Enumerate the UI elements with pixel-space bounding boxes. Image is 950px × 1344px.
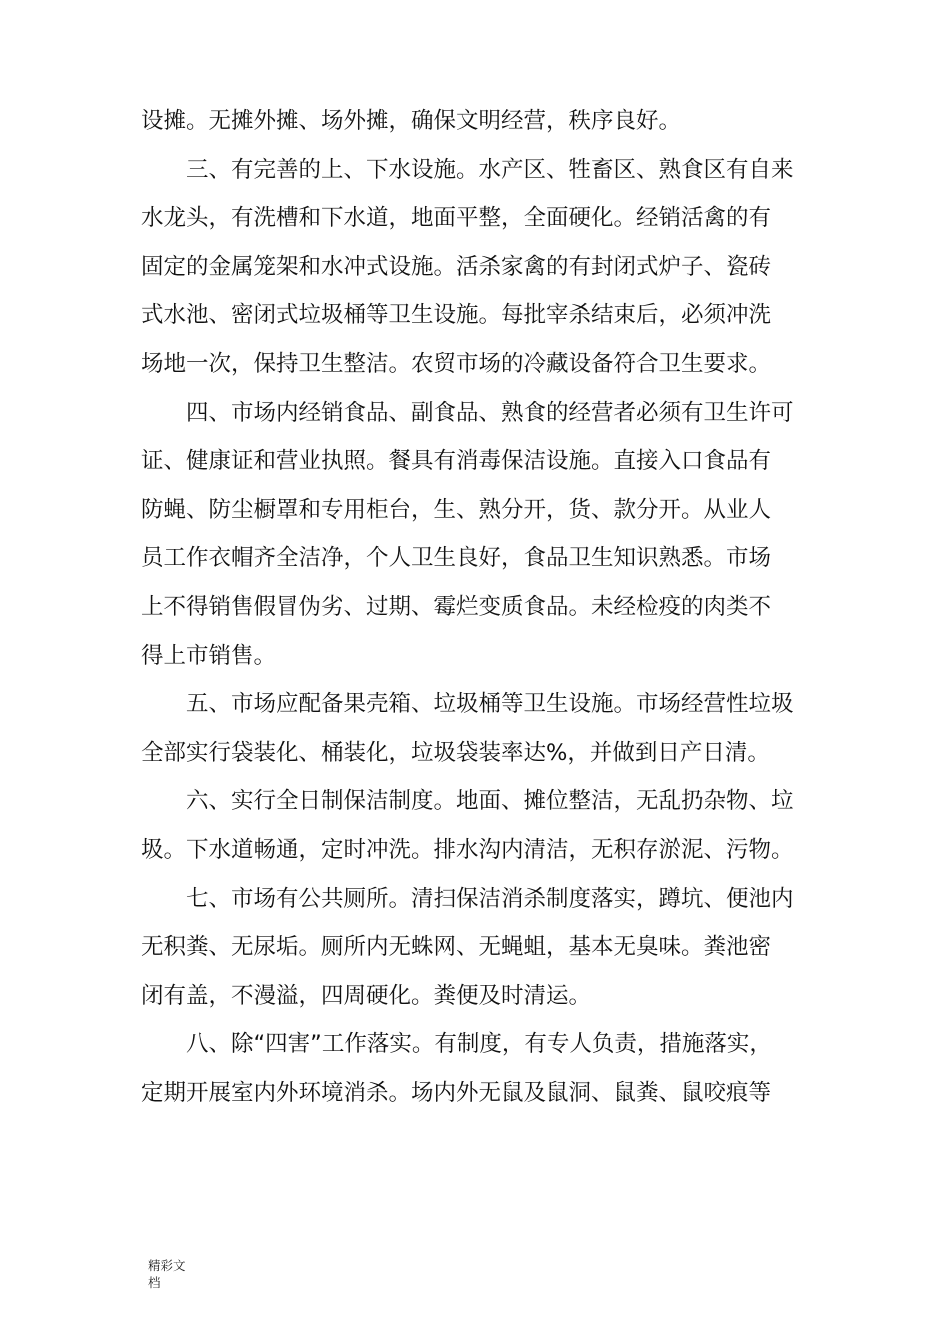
text-line: 全部实行袋装化、桶装化，垃圾袋装率达%，并做到日产日清。 — [141, 739, 770, 766]
text-line: 定期开展室内外环境消杀。场内外无鼠及鼠洞、鼠粪、鼠咬痕等 — [141, 1079, 772, 1106]
text-line: 式水池、密闭式垃圾桶等卫生设施。每批宰杀结束后，必须冲洗 — [141, 302, 772, 329]
footer-line-2: 档 — [148, 1275, 161, 1290]
text-line: 证、健康证和营业执照。餐具有消毒保洁设施。直接入口食品有 — [141, 448, 772, 475]
footer-line-1: 精彩文 — [148, 1258, 186, 1273]
text-line: 四、市场内经销食品、副食品、熟食的经营者必须有卫生许可 — [141, 399, 794, 426]
text-line: 固定的金属笼架和水冲式设施。活杀家禽的有封闭式炉子、瓷砖 — [141, 253, 772, 280]
text-line: 员工作衣帽齐全洁净，个人卫生良好，食品卫生知识熟悉。市场 — [141, 545, 772, 572]
text-line: 闭有盖，不漫溢，四周硬化。粪便及时清运。 — [141, 982, 592, 1009]
text-line: 水龙头，有洗槽和下水道，地面平整，全面硬化。经销活禽的有 — [141, 205, 772, 232]
text-line: 七、市场有公共厕所。清扫保洁消杀制度落实，蹲坑、便池内 — [141, 885, 794, 912]
text-line: 八、除“四害”工作落实。有制度，有专人负责，措施落实， — [141, 1031, 772, 1058]
text-line: 圾。下水道畅通，定时冲洗。排水沟内清洁，无积存淤泥、污物。 — [141, 836, 794, 863]
text-line: 无积粪、无尿垢。厕所内无蛛网、无蝇蛆，基本无臭味。粪池密 — [141, 934, 772, 961]
page-footer — [148, 1257, 186, 1291]
text-line: 设摊。无摊外摊、场外摊，确保文明经营，秩序良好。 — [141, 108, 682, 134]
text-line: 五、市场应配备果壳箱、垃圾桶等卫生设施。市场经营性垃圾 — [141, 691, 794, 718]
text-line: 得上市销售。 — [141, 642, 277, 669]
text-line: 防蝇、防尘橱罩和专用柜台，生、熟分开，货、款分开。从业人 — [141, 496, 772, 523]
document-body — [141, 97, 813, 1117]
text-line: 三、有完善的上、下水设施。水产区、牲畜区、熟食区有自来 — [141, 156, 794, 183]
text-line: 六、实行全日制保洁制度。地面、摊位整洁，无乱扔杂物、垃 — [141, 788, 794, 815]
text-line: 上不得销售假冒伪劣、过期、霉烂变质食品。未经检疫的肉类不 — [141, 593, 772, 620]
text-line: 场地一次，保持卫生整洁。农贸市场的冷藏设备符合卫生要求。 — [141, 350, 772, 377]
